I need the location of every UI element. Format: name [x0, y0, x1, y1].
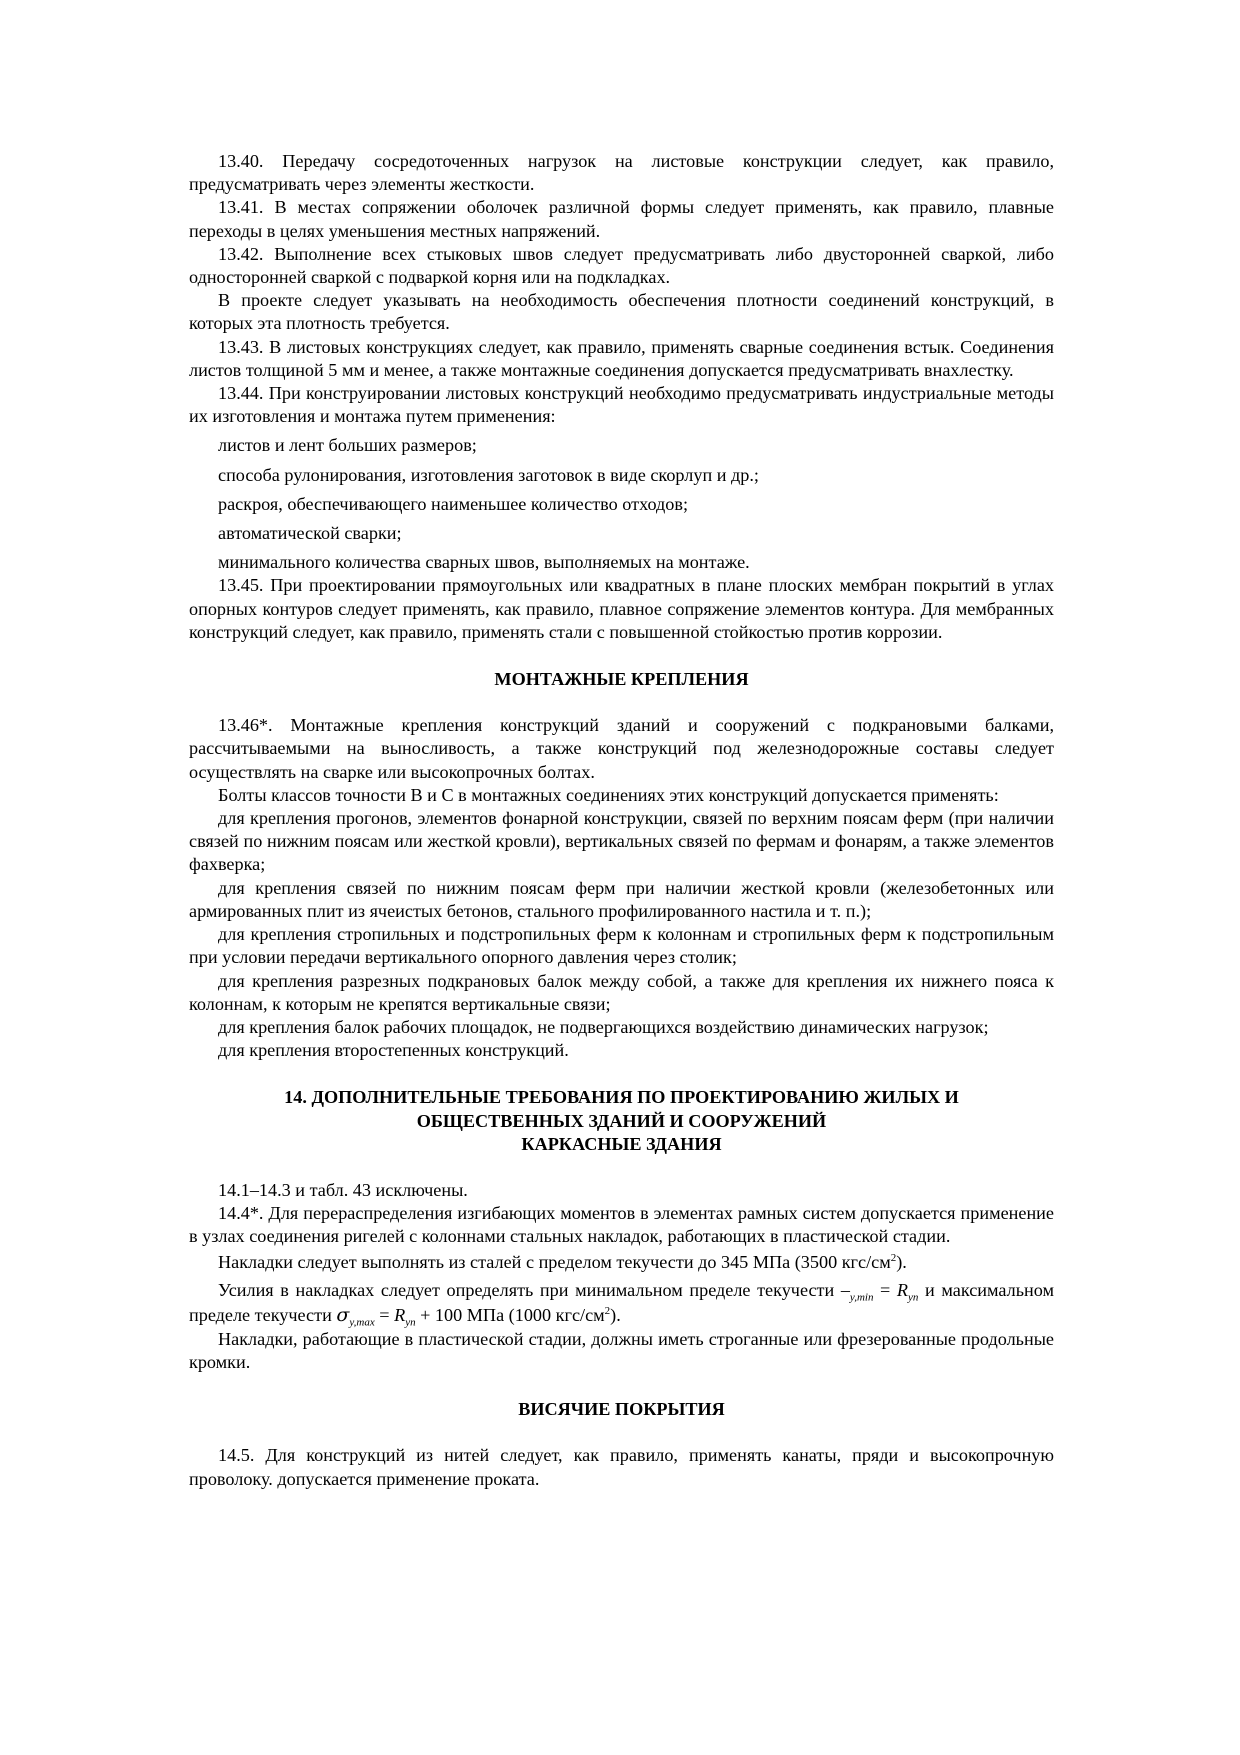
paragraph-plates-edges: Накладки, работающие в пластической стадии, должны иметь строганные или фрезерованные продольные кромки.	[189, 1328, 1054, 1372]
sigma-min-symbol: –	[840, 1279, 850, 1300]
paragraph-14-1: 14.1–14.3 и табл. 43 исключены.	[218, 1179, 468, 1200]
paragraph-13-44: 13.44. При конструировании листовых конструкций необходимо предусматривать индустриальные методы их изготовления и монтажа путем применения:	[189, 383, 1054, 427]
exponent: 2	[604, 1304, 611, 1317]
sigma-min-subscript: y,min	[849, 1291, 874, 1304]
paragraph-bolts: Болты классов точности В и С в монтажных соединениях этих конструкций допускается применять:	[218, 784, 999, 805]
document-page	[189, 150, 1054, 1491]
paragraph-bolts-item: для крепления связей по нижним поясам ферм при наличии жесткой кровли (железобетонных или армированных плит из ячеистых бетонов, стального профилированного настила и т. п.);	[189, 877, 1054, 921]
closing-paren: ).	[896, 1251, 907, 1272]
sigma-max-subscript: y,max	[349, 1316, 375, 1329]
paragraph-density: В проекте следует указывать на необходимость обеспечения плотности соединений конструкций, в которых эта плотность требуется.	[189, 290, 1054, 334]
r-symbol: R	[394, 1304, 406, 1325]
r-subscript: yn	[405, 1316, 416, 1329]
chapter-heading-14	[189, 1086, 1054, 1156]
paragraph-13-42: 13.42. Выполнение всех стыковых швов следует предусматривать либо двусторонней сваркой, либо односторонней сваркой с подваркой корня или на подкладках.	[189, 243, 1054, 288]
forces-text: Усилия в накладках следует определять при минимальном пределе текучести	[218, 1279, 841, 1300]
r-subscript: yn	[908, 1291, 919, 1304]
paragraph-13-41: 13.41. В местах сопряжении оболочек различной формы следует применять, как правило, плавные переходы в целях уменьшения местных напряжений.	[189, 197, 1054, 241]
section-heading-mounting: МОНТАЖНЫЕ КРЕПЛЕНИЯ	[494, 669, 749, 690]
exponent: 2	[890, 1251, 897, 1264]
equals-sign: =	[374, 1304, 395, 1325]
paragraph-plates-steel	[189, 1251, 1054, 1274]
paragraph-13-45: 13.45. При проектировании прямоугольных или квадратных в плане плоских мембран покрытий в углах опорных контуров следует применять, как правило, плавное сопряжение элементов контура. Для мембранных конструкций следует, как правило, применять стали с повышенной стойкостью против коррозии.	[189, 575, 1054, 642]
list-item: автоматической сварки;	[218, 523, 402, 544]
paragraph-14-5: 14.5. Для конструкций из нитей следует, как правило, применять канаты, пряди и высокопрочную проволоку. допускается применение проката.	[189, 1445, 1054, 1489]
sigma-max-symbol: σ	[336, 1303, 350, 1326]
paragraph-bolts-item: для крепления балок рабочих площадок, не подвергающихся воздействию динамических нагрузок;	[218, 1016, 989, 1037]
paragraph-bolts-item: для крепления стропильных и подстропильных ферм к колоннам и стропильных ферм к подстропильным при условии передачи вертикального опорного давления через столик;	[189, 924, 1054, 968]
equals-sign: =	[873, 1279, 897, 1300]
list-item: минимального количества сварных швов, выполняемых на монтаже.	[218, 552, 750, 573]
closing-paren: ).	[610, 1304, 621, 1325]
paragraph-13-40: 13.40. Передачу сосредоточенных нагрузок на листовые конструкции следует, как правило, предусматривать через элементы жесткости.	[189, 151, 1054, 195]
section-heading-hanging: ВИСЯЧИЕ ПОКРЫТИЯ	[518, 1399, 725, 1420]
list-item: раскроя, обеспечивающего наименьшее количество отходов;	[218, 493, 689, 514]
list-item: способа рулонирования, изготовления заготовок в виде скорлуп и др.;	[218, 464, 759, 485]
chapter-heading-14-line2: ОБЩЕСТВЕННЫХ ЗДАНИЙ И СООРУЖЕНИЙ	[416, 1110, 827, 1131]
paragraph-13-46: 13.46*. Монтажные крепления конструкций зданий и сооружений с подкрановыми балками, рассчитываемыми на выносливость, а также конструкций под железнодорожные составы следует осуществлять на сварке или высокопрочных болтах.	[189, 715, 1054, 782]
paragraph-bolts-item: для крепления разрезных подкрановых балок между собой, а также для крепления их нижнего пояса к колоннам, к которым не крепятся вертикальные связи;	[189, 970, 1054, 1014]
paragraph-bolts-item: для крепления второстепенных конструкций.	[218, 1040, 569, 1061]
chapter-heading-14-line1: 14. ДОПОЛНИТЕЛЬНЫЕ ТРЕБОВАНИЯ ПО ПРОЕКТИРОВАНИЮ ЖИЛЫХ И	[284, 1087, 959, 1108]
plates-steel-text: Накладки следует выполнять из сталей с пределом текучести до 345 МПа (3500 кгс/см	[218, 1251, 891, 1272]
forces-and-text: и максимальном пределе текучести	[189, 1279, 1054, 1325]
paragraph-forces	[189, 1278, 1054, 1328]
r-symbol: R	[896, 1279, 909, 1300]
paragraph-14-4: 14.4*. Для перераспределения изгибающих моментов в элементах рамных систем допускается применение в узлах соединения ригелей с колоннами стальных накладок, работающих в пластической стадии.	[189, 1203, 1054, 1247]
forces-tail-text: + 100 МПа (1000 кгс/см	[415, 1304, 605, 1325]
section-heading-frame: КАРКАСНЫЕ ЗДАНИЯ	[521, 1133, 722, 1154]
list-item: листов и лент больших размеров;	[218, 435, 477, 456]
paragraph-13-43: 13.43. В листовых конструкциях следует, как правило, применять сварные соединения встык. Соединения листов толщиной 5 мм и менее, а также монтажные соединения допускается предусматривать внахлестку.	[189, 336, 1054, 380]
paragraph-bolts-item: для крепления прогонов, элементов фонарной конструкции, связей по верхним поясам ферм (при наличии связей по нижним поясам или жесткой кровли), вертикальных связей по фермам и фонарям, а также элементов фахверка;	[189, 808, 1054, 875]
